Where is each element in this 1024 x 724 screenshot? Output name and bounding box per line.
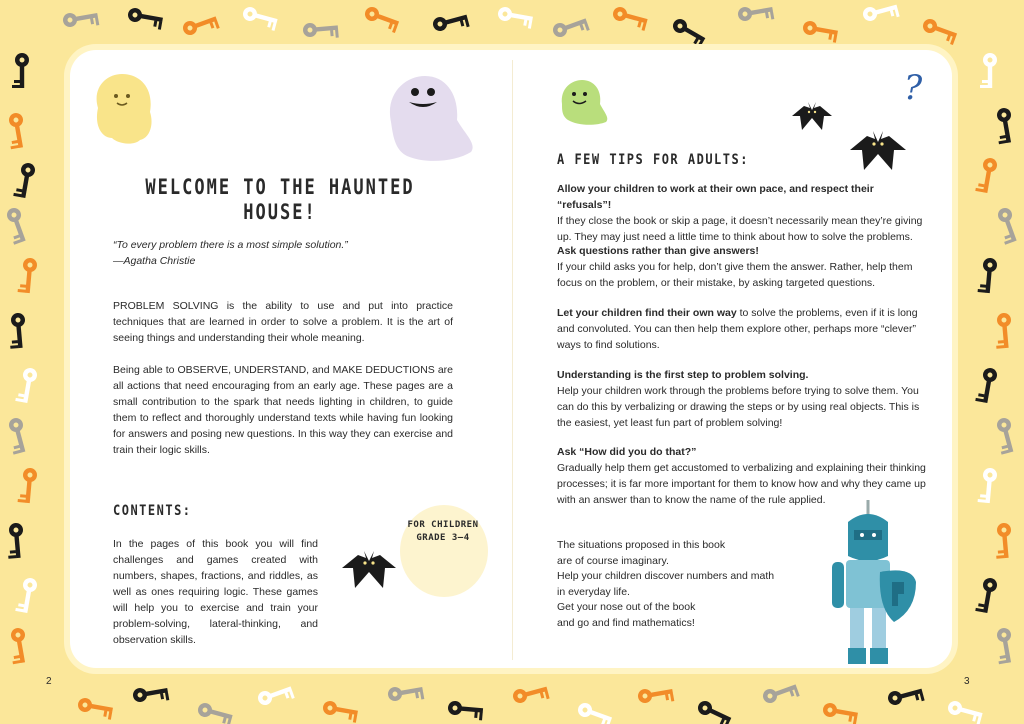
tip-title: Allow your children to work at their own pace, and respect their “refusals”! xyxy=(557,183,874,211)
page-number-right: 3 xyxy=(964,676,970,687)
tip-title: Ask “How did you do that?” xyxy=(557,446,697,458)
bat-icon xyxy=(340,548,398,594)
tip-block xyxy=(557,181,927,245)
quote-author: —Agatha Christie xyxy=(113,255,196,267)
left-keys xyxy=(2,53,38,664)
grade-badge xyxy=(403,519,483,545)
bat-icon xyxy=(790,100,834,136)
contents-text: In the pages of this book you will find challenges and games created with numbers, shapes, fractions, and riddles, as well as ones requiring logic. These games will help you to exercise and train your problem-solving, lateral-thinking, and observation skills. xyxy=(113,538,318,646)
grade-badge-line: FOR CHILDREN xyxy=(407,520,479,530)
tip-block xyxy=(557,243,927,291)
tip-block xyxy=(557,444,927,508)
page-number-left: 2 xyxy=(46,676,52,687)
tip-title: Ask questions rather than give answers! xyxy=(557,245,759,257)
grade-badge-line: GRADE 3–4 xyxy=(416,533,470,543)
tip-body: Gradually help them get accustomed to verbalizing and explaining their thinking processes; it is far more important for them to know how and why they came up with an answer than to know the name of the rule applied. xyxy=(557,462,926,506)
tip-block xyxy=(557,367,927,431)
tips-heading: A FEW TIPS FOR ADULTS: xyxy=(557,150,749,168)
tip-title: Understanding is the first step to problem solving. xyxy=(557,369,809,381)
quote-text: “To every problem there is a most simple solution.” xyxy=(113,239,348,251)
purple-ghost-icon xyxy=(385,72,481,164)
question-mark: ? xyxy=(904,68,923,108)
intro-paragraph: Being able to OBSERVE, UNDERSTAND, and MAKE DEDUCTIONS are all actions that need encouraging from an early age. These pages are a small contribution to the spark that needs lighting in children, to guide them to reflect and thoroughly understand texts while having fun looking for answers and posing new questions. In this way they can exercise and train their logic skills. xyxy=(113,364,453,456)
contents-heading: CONTENTS: xyxy=(113,501,192,519)
closing-line: are of course imaginary. xyxy=(557,554,669,567)
green-ghost-icon xyxy=(558,78,610,126)
closing-line: Help your children discover numbers and math xyxy=(557,570,775,582)
closing-line: in everyday life. xyxy=(557,585,630,598)
right-keys xyxy=(975,53,1021,664)
closing-note xyxy=(557,538,807,631)
bottom-keys xyxy=(76,680,983,724)
tip-body: to solve the problems, even if it is long and convoluted. You can then help them explore other, perhaps more “clever” ways to find solutions. xyxy=(557,307,918,351)
closing-line: and go and find mathematics! xyxy=(557,616,695,629)
book-gutter xyxy=(512,60,513,660)
tip-title: Let your children find their own way xyxy=(557,307,737,319)
page-title: WELCOME TO THE HAUNTED HOUSE! xyxy=(145,175,415,225)
tip-block xyxy=(557,305,927,353)
intro-paragraph: PROBLEM SOLVING is the ability to use and put into practice techniques that are learned in order to solve a problem. It is the art of seeing things and understanding their whole meaning. xyxy=(113,300,453,344)
knight-illustration xyxy=(822,500,922,670)
closing-line: The situations proposed in this book xyxy=(557,539,726,551)
bat-icon xyxy=(848,128,908,176)
closing-line: Get your nose out of the book xyxy=(557,601,696,613)
quote xyxy=(113,237,473,269)
top-keys xyxy=(62,0,959,49)
yellow-ghost-icon xyxy=(88,68,160,148)
tip-body: If your child asks you for help, don’t give them the answer. Rather, help them focus on the problem, or their mistake, by asking targeted questions. xyxy=(557,261,913,289)
tip-body: If they close the book or skip a page, it doesn’t necessarily mean they’re giving up. They may just need a little time to think about how to solve the problems. xyxy=(557,215,923,243)
tip-body: Help your children work through the problems before trying to solve them. You can do this by verbalizing or drawing the steps or by using real objects. This is the easiest, yet least fun part of problem solving! xyxy=(557,385,920,429)
